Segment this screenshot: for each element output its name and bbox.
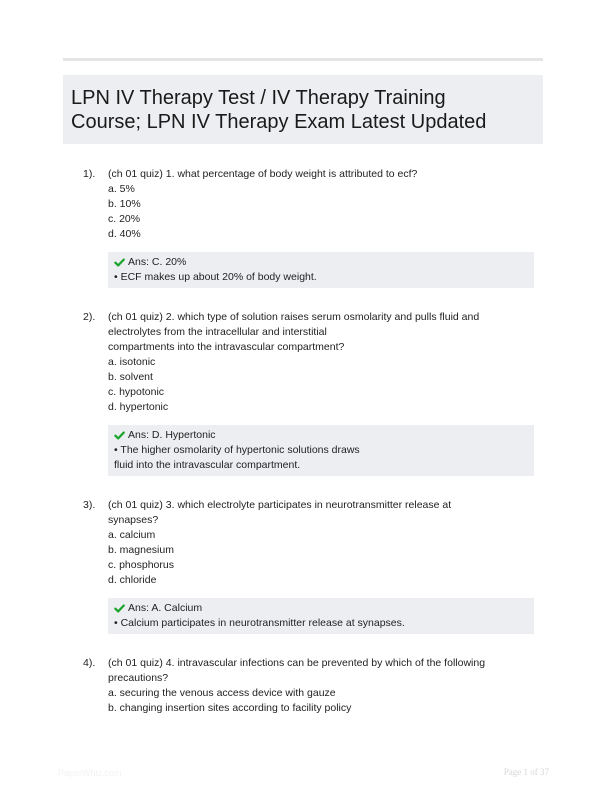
question-text: synapses? — [108, 514, 159, 526]
option-c: c. phosphorus — [108, 559, 174, 571]
option-a: a. securing the venous access device with gauze — [108, 687, 336, 699]
explanation-line: • The higher osmolarity of hypertonic solutions draws — [114, 444, 360, 456]
question-text: precautions? — [108, 672, 169, 684]
header-divider — [63, 58, 543, 61]
option-a: a. 5% — [108, 183, 135, 195]
question-text: (ch 01 quiz) 3. which electrolyte participates in neurotransmitter release at — [108, 499, 452, 511]
answer-header — [114, 255, 527, 270]
explanation-line: • Calcium participates in neurotransmitter release at synapses. — [114, 617, 405, 629]
explanation-line: fluid into the intravascular compartment. — [114, 459, 301, 471]
check-icon — [114, 603, 125, 614]
question-text: (ch 01 quiz) 4. intravascular infections can be prevented by which of the following — [108, 657, 486, 669]
footer-watermark: PaperWhiz.com — [58, 768, 122, 778]
page-title — [63, 75, 543, 144]
answer-text: Ans: A. Calcium — [128, 602, 203, 614]
option-d: d. chloride — [108, 574, 157, 586]
question-number: 3). — [83, 499, 96, 511]
question-body — [108, 498, 538, 588]
question-text: (ch 01 quiz) 1. what percentage of body weight is attributed to ecf? — [108, 168, 418, 180]
answer-box — [108, 252, 534, 288]
option-c: c. hypotonic — [108, 386, 165, 398]
option-b: b. changing insertion sites according to facility policy — [108, 702, 352, 714]
option-b: b. magnesium — [108, 544, 174, 556]
explanation-line: • ECF makes up about 20% of body weight. — [114, 271, 317, 283]
title-line-1: LPN IV Therapy Test / IV Therapy Training — [71, 87, 446, 109]
question-text: compartments into the intravascular compartment? — [108, 341, 345, 353]
option-a: a. calcium — [108, 529, 156, 541]
question-body — [108, 656, 538, 716]
question-body — [108, 167, 538, 242]
answer-text: Ans: C. 20% — [128, 256, 187, 268]
answer-box — [108, 425, 534, 476]
option-d: d. hypertonic — [108, 401, 169, 413]
option-c: c. 20% — [108, 213, 141, 225]
check-icon — [114, 430, 125, 441]
check-icon — [114, 257, 125, 268]
page-number: Page 1 of 37 — [503, 767, 549, 777]
answer-header — [114, 601, 527, 616]
option-a: a. isotonic — [108, 356, 156, 368]
option-b: b. solvent — [108, 371, 153, 383]
title-line-2: Course; LPN IV Therapy Exam Latest Updated — [71, 111, 487, 133]
question-text: (ch 01 quiz) 2. which type of solution raises serum osmolarity and pulls fluid and — [108, 311, 480, 323]
question-text: electrolytes from the intracellular and interstitial — [108, 326, 327, 338]
answer-text: Ans: D. Hypertonic — [128, 429, 216, 441]
answer-header — [114, 428, 527, 443]
answer-box — [108, 598, 534, 634]
question-number: 1). — [83, 168, 96, 180]
option-d: d. 40% — [108, 228, 141, 240]
question-number: 4). — [83, 657, 96, 669]
question-number: 2). — [83, 311, 96, 323]
question-body — [108, 310, 538, 415]
option-b: b. 10% — [108, 198, 141, 210]
